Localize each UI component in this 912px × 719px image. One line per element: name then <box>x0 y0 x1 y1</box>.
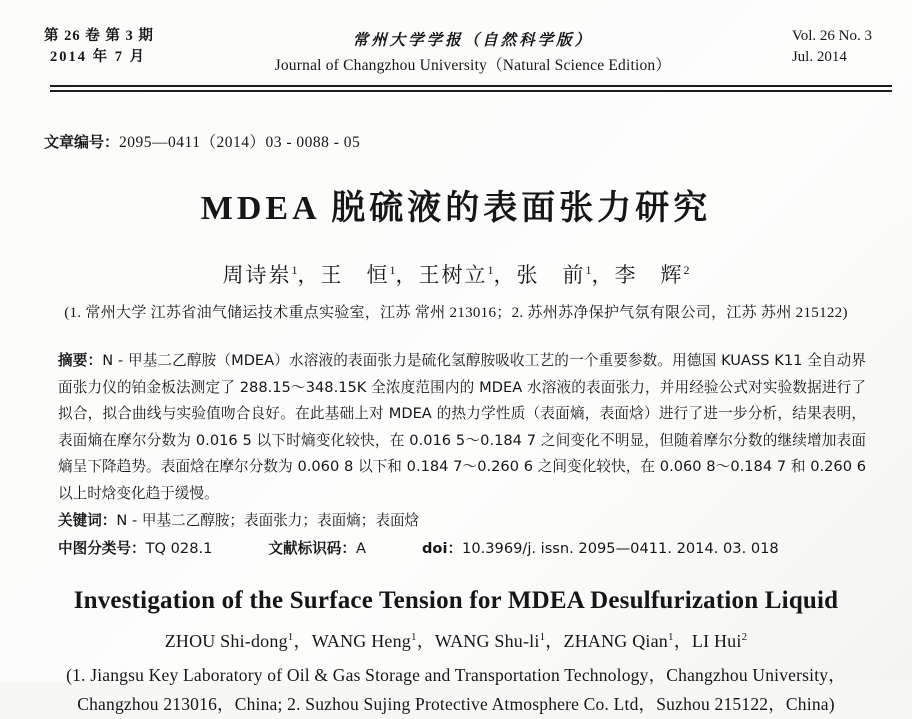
author-name: WANG Shu-$li^1$ <box>434 631 546 651</box>
keywords-label: 关键词： <box>58 512 117 529</box>
paper-title-cn: MDEA 脱硫液的表面张力研究 <box>200 190 712 227</box>
paper-title-en: Investigation of the Surface Tension for MDEA Desulfurization Liquid <box>73 587 839 614</box>
affiliation-cn: (1. 常州大学 江苏省油气储运技术重点实验室，江苏 常州 213016；2. 苏州苏净保护气氛有限公司，江苏 苏州 215122) <box>64 305 848 321</box>
author-affiliation-marker: 1 <box>487 263 494 277</box>
classification-line <box>58 537 866 561</box>
clc-label: 中图分类号： <box>58 540 146 557</box>
doi-label: doi： <box>421 540 463 557</box>
journal-title-block <box>275 28 671 75</box>
journal-masthead <box>0 26 912 75</box>
author-name: WANG Heng$^1$ <box>311 631 417 651</box>
affiliation-en <box>0 661 912 719</box>
author-separator: ， <box>395 263 419 287</box>
author-affiliation-marker: 1 <box>291 263 298 277</box>
author-affiliation-marker: 2 <box>683 263 690 277</box>
author-affiliation-marker: 1 <box>410 631 417 643</box>
article-number-label: 文章编号： <box>44 133 120 151</box>
author-name: LI Hui$^2$ <box>691 631 748 651</box>
author-separator: ， <box>591 263 615 287</box>
author-separator: ， <box>293 631 312 651</box>
issue-date-en: Jul. 2014 <box>791 49 847 65</box>
author-name: 王树立$^1$ <box>418 263 494 287</box>
doi-value: 10.3969/j. issn. 2095—0411. 2014. 03. 018 <box>462 540 779 557</box>
authors-cn <box>0 259 912 289</box>
issue-volume-cn: 第 26 卷 第 3 期 <box>44 28 154 44</box>
author-name: 张 前$^1$ <box>516 263 592 287</box>
author-separator: ， <box>493 263 517 287</box>
issue-volume-en: Vol. 26 No. 3 <box>791 28 872 44</box>
journal-name-en: Journal of Changzhou University（Natural Science Edition） <box>274 57 672 74</box>
author-name: 周诗岽$^1$ <box>222 263 298 287</box>
author-affiliation-marker: 2 <box>741 631 748 643</box>
author-affiliation-marker: 1 <box>539 631 546 643</box>
authors-en <box>0 627 912 653</box>
author-separator: ， <box>416 631 435 651</box>
issue-info-en <box>792 26 872 68</box>
journal-name-cn: 常州大学学报（自然科学版） <box>352 32 594 49</box>
author-affiliation-marker: 1 <box>667 631 674 643</box>
author-separator: ， <box>545 631 564 651</box>
author-affiliation-marker: 1 <box>389 263 396 277</box>
abstract-label: 摘要： <box>58 352 103 369</box>
affiliation-en-line1: (1. Jiangsu Key Laboratory of Oil & Gas Storage and Transportation Technology，Changzhou University， <box>66 665 846 685</box>
abstract-text: N - 甲基二乙醇胺（MDEA）水溶液的表面张力是硫化氢醇胺吸收工艺的一个重要参数。用德国 KUASS K11 全自动界面张力仪的铂金板法测定了 288.15～348.15K 全浓度范围内的 MDEA 水溶液的表面张力，并用经验公式对实验数据进行了拟合，拟合曲线与实验值吻合良好。在此基础上对 MDEA 的热力学性质（表面熵，表面焓）进行了进一步分析，结果表明，表面熵在摩尔分数为 0.016 5 以下时熵变化较快，在 0.016 5～0.184 7 之间变化不明显，但随着摩尔分数的继续增加表面熵呈下降趋势。表面焓在摩尔分数为 0.060 8 以下和 0.184 7～0.260 6 之间变化较快，在 0.060 8～0.184 7 和 0.260 6 以上时焓变化趋于缓慢。 <box>58 352 866 502</box>
author-name: ZHANG Qian$^1$ <box>563 631 674 651</box>
article-number-value: 2095—0411（2014）03 - 0088 - 05 <box>119 134 361 151</box>
author-name: ZHOU Shi-dong$^1$ <box>164 631 294 651</box>
issue-date-cn: 2014 年 7 月 <box>50 49 147 65</box>
author-separator: ， <box>297 263 321 287</box>
author-name: 王 恒$^1$ <box>320 263 396 287</box>
affiliation-en-line2: Changzhou 213016，China; 2. Suzhou Sujing Protective Atmosphere Co. Ltd，Suzhou 215122，China) <box>77 694 835 714</box>
author-affiliation-marker: 1 <box>287 631 294 643</box>
doc-code-label: 文献标识码： <box>268 540 356 557</box>
article-number-line <box>44 130 912 152</box>
author-separator: ， <box>673 631 692 651</box>
keywords-text: N - 甲基二乙醇胺；表面张力；表面熵；表面焓 <box>116 512 420 529</box>
issue-info-cn <box>44 26 154 68</box>
author-name: 李 辉$^2$ <box>614 263 690 287</box>
author-affiliation-marker: 1 <box>585 263 592 277</box>
clc-value: TQ 028.1 <box>145 540 213 557</box>
masthead-divider <box>50 85 892 92</box>
keywords-line <box>58 509 866 533</box>
abstract-block <box>58 348 866 507</box>
doc-code-value: A <box>355 540 366 557</box>
